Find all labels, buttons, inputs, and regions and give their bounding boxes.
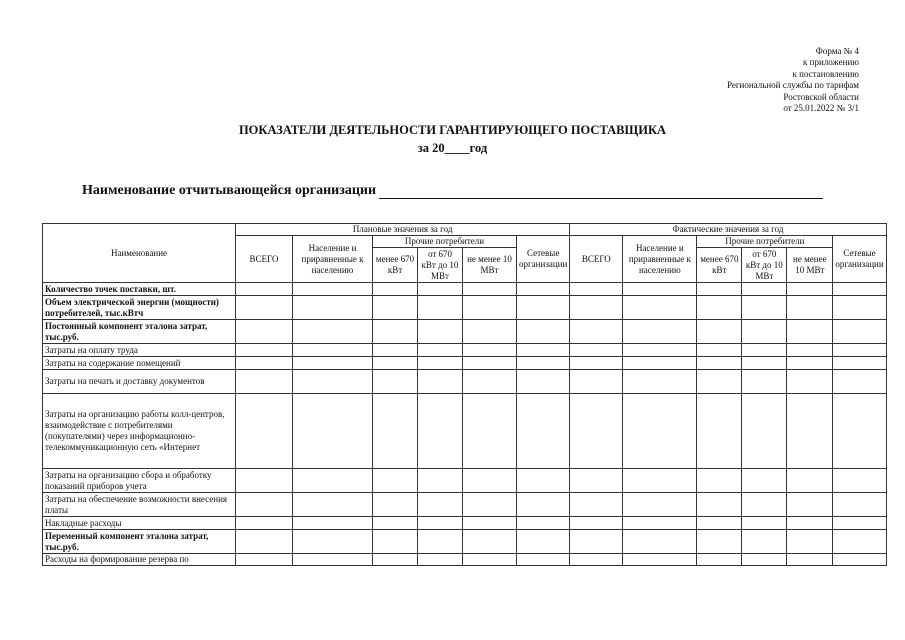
actual-lt670-header: менее 670 кВт — [697, 248, 742, 283]
value-cell[interactable] — [787, 493, 833, 517]
value-cell[interactable] — [373, 357, 418, 370]
row-label: Затраты на оплату труда — [43, 344, 236, 357]
form-ref-line: Региональной службы по тарифам — [726, 80, 859, 91]
value-cell[interactable] — [570, 394, 623, 469]
value-cell[interactable] — [697, 344, 742, 357]
row-label: Затраты на обеспечение возможности внесения платы — [43, 493, 236, 517]
value-cell[interactable] — [418, 357, 463, 370]
value-cell[interactable] — [833, 344, 886, 357]
value-cell[interactable] — [833, 320, 886, 344]
value-cell[interactable] — [418, 469, 463, 493]
value-cell[interactable] — [373, 530, 418, 554]
value-cell[interactable] — [418, 370, 463, 394]
table-row — [43, 394, 887, 469]
value-cell[interactable] — [373, 296, 418, 320]
value-cell[interactable] — [463, 469, 517, 493]
value-cell[interactable] — [570, 344, 623, 357]
value-cell[interactable] — [236, 517, 293, 530]
value-cell[interactable] — [517, 394, 570, 469]
value-cell[interactable] — [697, 517, 742, 530]
value-cell[interactable] — [623, 554, 697, 566]
value-cell[interactable] — [418, 320, 463, 344]
value-cell[interactable] — [517, 296, 570, 320]
table-row — [43, 554, 887, 566]
value-cell[interactable] — [373, 370, 418, 394]
value-cell[interactable] — [833, 296, 886, 320]
value-cell[interactable] — [833, 554, 886, 566]
value-cell[interactable] — [517, 554, 570, 566]
planned-network-orgs-header: Сетевые организации — [517, 236, 570, 283]
value-cell[interactable] — [293, 517, 373, 530]
indicators-table-body — [43, 283, 887, 566]
row-label: Затраты на организацию сбора и обработку показаний приборов учета — [43, 469, 236, 493]
value-cell[interactable] — [293, 469, 373, 493]
value-cell[interactable] — [418, 283, 463, 296]
table-row — [43, 530, 887, 554]
value-cell[interactable] — [463, 344, 517, 357]
organization-fill-line — [379, 185, 823, 199]
value-cell[interactable] — [787, 394, 833, 469]
value-cell[interactable] — [293, 320, 373, 344]
organization-label: Наименование отчитывающейся организации — [82, 183, 377, 198]
value-cell[interactable] — [570, 493, 623, 517]
value-cell[interactable] — [418, 296, 463, 320]
value-cell[interactable] — [623, 394, 697, 469]
value-cell[interactable] — [517, 344, 570, 357]
value-cell[interactable] — [623, 296, 697, 320]
value-cell[interactable] — [697, 283, 742, 296]
value-cell[interactable] — [742, 530, 787, 554]
value-cell[interactable] — [697, 554, 742, 566]
value-cell[interactable] — [570, 554, 623, 566]
value-cell[interactable] — [373, 469, 418, 493]
value-cell[interactable] — [697, 493, 742, 517]
value-cell[interactable] — [623, 320, 697, 344]
value-cell[interactable] — [293, 283, 373, 296]
column-header-name: Наименование — [43, 224, 236, 283]
row-label: Постоянный компонент эталона затрат, тыс.руб. — [43, 320, 236, 344]
value-cell[interactable] — [623, 517, 697, 530]
form-ref-line: от 25.01.2022 № 3/1 — [783, 103, 859, 114]
value-cell[interactable] — [418, 530, 463, 554]
value-cell[interactable] — [787, 357, 833, 370]
value-cell[interactable] — [463, 394, 517, 469]
table-row — [43, 320, 887, 344]
actual-670-10-header: от 670 кВт до 10 МВт — [742, 248, 787, 283]
form-ref-line: Ростовской области — [783, 91, 859, 102]
value-cell[interactable] — [742, 296, 787, 320]
value-cell[interactable] — [742, 344, 787, 357]
row-label: Затраты на печать и доставку документов — [43, 370, 236, 394]
value-cell[interactable] — [742, 469, 787, 493]
value-cell[interactable] — [623, 283, 697, 296]
value-cell[interactable] — [293, 394, 373, 469]
row-label: Затраты на организацию работы колл-центров, взаимодействие с потребителями (покупателями) через информационно-телекоммуникационную сеть «Интернет — [43, 394, 236, 469]
row-label: Количество точек поставки, шт. — [43, 283, 236, 296]
actual-population-header: Население и приравненные к населению — [623, 236, 697, 283]
value-cell[interactable] — [697, 469, 742, 493]
value-cell[interactable] — [517, 370, 570, 394]
value-cell[interactable] — [517, 320, 570, 344]
value-cell[interactable] — [293, 370, 373, 394]
value-cell[interactable] — [697, 296, 742, 320]
value-cell[interactable] — [833, 394, 886, 469]
value-cell[interactable] — [293, 554, 373, 566]
value-cell[interactable] — [833, 370, 886, 394]
value-cell[interactable] — [787, 554, 833, 566]
value-cell[interactable] — [293, 530, 373, 554]
organization-line — [82, 183, 823, 199]
value-cell[interactable] — [373, 394, 418, 469]
actual-ge10-header: не менее 10 МВт — [787, 248, 833, 283]
value-cell[interactable] — [787, 320, 833, 344]
value-cell[interactable] — [742, 357, 787, 370]
value-cell[interactable] — [623, 493, 697, 517]
table-row — [43, 370, 887, 394]
value-cell[interactable] — [418, 554, 463, 566]
value-cell[interactable] — [236, 357, 293, 370]
value-cell[interactable] — [697, 320, 742, 344]
planned-other-consumers-header: Прочие потребители — [373, 236, 517, 248]
value-cell[interactable] — [570, 357, 623, 370]
value-cell[interactable] — [517, 517, 570, 530]
planned-670-10-header: от 670 кВт до 10 МВт — [418, 248, 463, 283]
actual-values-header: Фактические значения за год — [570, 224, 886, 236]
table-row — [43, 283, 887, 296]
table-row — [43, 517, 887, 530]
value-cell[interactable] — [463, 296, 517, 320]
actual-network-orgs-header: Сетевые организации — [833, 236, 886, 283]
value-cell[interactable] — [463, 357, 517, 370]
form-ref-line: к приложению — [803, 57, 859, 68]
value-cell[interactable] — [373, 283, 418, 296]
row-label: Переменный компонент эталона затрат, тыс.руб. — [43, 530, 236, 554]
value-cell[interactable] — [570, 517, 623, 530]
value-cell[interactable] — [787, 296, 833, 320]
form-ref-line: Форма № 4 — [815, 46, 859, 56]
value-cell[interactable] — [833, 469, 886, 493]
value-cell[interactable] — [623, 344, 697, 357]
table-row — [43, 357, 887, 370]
value-cell[interactable] — [742, 370, 787, 394]
value-cell[interactable] — [787, 469, 833, 493]
value-cell[interactable] — [833, 493, 886, 517]
value-cell[interactable] — [463, 370, 517, 394]
value-cell[interactable] — [623, 370, 697, 394]
value-cell[interactable] — [236, 469, 293, 493]
value-cell[interactable] — [787, 517, 833, 530]
row-label: Объем электрической энергии (мощности) потребителей, тыс.кВтч — [43, 296, 236, 320]
value-cell[interactable] — [517, 530, 570, 554]
table-row — [43, 469, 887, 493]
value-cell[interactable] — [418, 344, 463, 357]
value-cell[interactable] — [623, 469, 697, 493]
table-row — [43, 344, 887, 357]
planned-population-header: Население и приравненные к населению — [293, 236, 373, 283]
value-cell[interactable] — [373, 320, 418, 344]
value-cell[interactable] — [570, 283, 623, 296]
value-cell[interactable] — [742, 320, 787, 344]
value-cell[interactable] — [236, 554, 293, 566]
value-cell[interactable] — [373, 554, 418, 566]
value-cell[interactable] — [742, 517, 787, 530]
value-cell[interactable] — [833, 517, 886, 530]
value-cell[interactable] — [463, 320, 517, 344]
value-cell[interactable] — [787, 370, 833, 394]
value-cell[interactable] — [623, 357, 697, 370]
value-cell[interactable] — [742, 493, 787, 517]
value-cell[interactable] — [236, 370, 293, 394]
value-cell[interactable] — [833, 283, 886, 296]
value-cell[interactable] — [570, 296, 623, 320]
actual-other-consumers-header: Прочие потребители — [697, 236, 833, 248]
value-cell[interactable] — [236, 283, 293, 296]
value-cell[interactable] — [697, 530, 742, 554]
value-cell[interactable] — [787, 530, 833, 554]
value-cell[interactable] — [236, 394, 293, 469]
value-cell[interactable] — [570, 530, 623, 554]
value-cell[interactable] — [742, 283, 787, 296]
value-cell[interactable] — [236, 493, 293, 517]
value-cell[interactable] — [293, 296, 373, 320]
page-title: ПОКАЗАТЕЛИ ДЕЯТЕЛЬНОСТИ ГАРАНТИРУЮЩЕГО ПОСТАВЩИКА — [238, 123, 667, 137]
planned-lt670-header: менее 670 кВт — [373, 248, 418, 283]
table-row — [43, 296, 887, 320]
row-label: Расходы на формирование резерва по — [43, 554, 236, 566]
value-cell[interactable] — [833, 357, 886, 370]
row-label: Затраты на содержание помещений — [43, 357, 236, 370]
value-cell[interactable] — [418, 517, 463, 530]
value-cell[interactable] — [236, 296, 293, 320]
value-cell[interactable] — [236, 320, 293, 344]
planned-ge10-header: не менее 10 МВт — [463, 248, 517, 283]
value-cell[interactable] — [293, 344, 373, 357]
value-cell[interactable] — [787, 283, 833, 296]
table-row — [43, 493, 887, 517]
value-cell[interactable] — [623, 530, 697, 554]
value-cell[interactable] — [293, 357, 373, 370]
value-cell[interactable] — [697, 357, 742, 370]
value-cell[interactable] — [236, 344, 293, 357]
planned-total-header: ВСЕГО — [236, 236, 293, 283]
value-cell[interactable] — [463, 493, 517, 517]
value-cell[interactable] — [463, 283, 517, 296]
value-cell[interactable] — [373, 517, 418, 530]
value-cell[interactable] — [697, 370, 742, 394]
planned-values-header: Плановые значения за год — [236, 224, 570, 236]
value-cell[interactable] — [517, 357, 570, 370]
value-cell[interactable] — [570, 370, 623, 394]
value-cell[interactable] — [742, 554, 787, 566]
value-cell[interactable] — [517, 469, 570, 493]
value-cell[interactable] — [373, 493, 418, 517]
value-cell[interactable] — [373, 344, 418, 357]
actual-total-header: ВСЕГО — [570, 236, 623, 283]
value-cell[interactable] — [787, 344, 833, 357]
value-cell[interactable] — [517, 283, 570, 296]
value-cell[interactable] — [570, 469, 623, 493]
value-cell[interactable] — [418, 493, 463, 517]
form-reference — [619, 46, 859, 114]
value-cell[interactable] — [463, 517, 517, 530]
value-cell[interactable] — [236, 530, 293, 554]
value-cell[interactable] — [697, 394, 742, 469]
value-cell[interactable] — [463, 530, 517, 554]
value-cell[interactable] — [517, 493, 570, 517]
value-cell[interactable] — [570, 320, 623, 344]
value-cell[interactable] — [418, 394, 463, 469]
value-cell[interactable] — [463, 554, 517, 566]
value-cell[interactable] — [833, 530, 886, 554]
row-label: Накладные расходы — [43, 517, 236, 530]
report-period: за 20____год — [417, 141, 488, 155]
form-ref-line: к постановлению — [792, 68, 859, 79]
value-cell[interactable] — [742, 394, 787, 469]
indicators-table — [42, 223, 887, 566]
value-cell[interactable] — [293, 493, 373, 517]
